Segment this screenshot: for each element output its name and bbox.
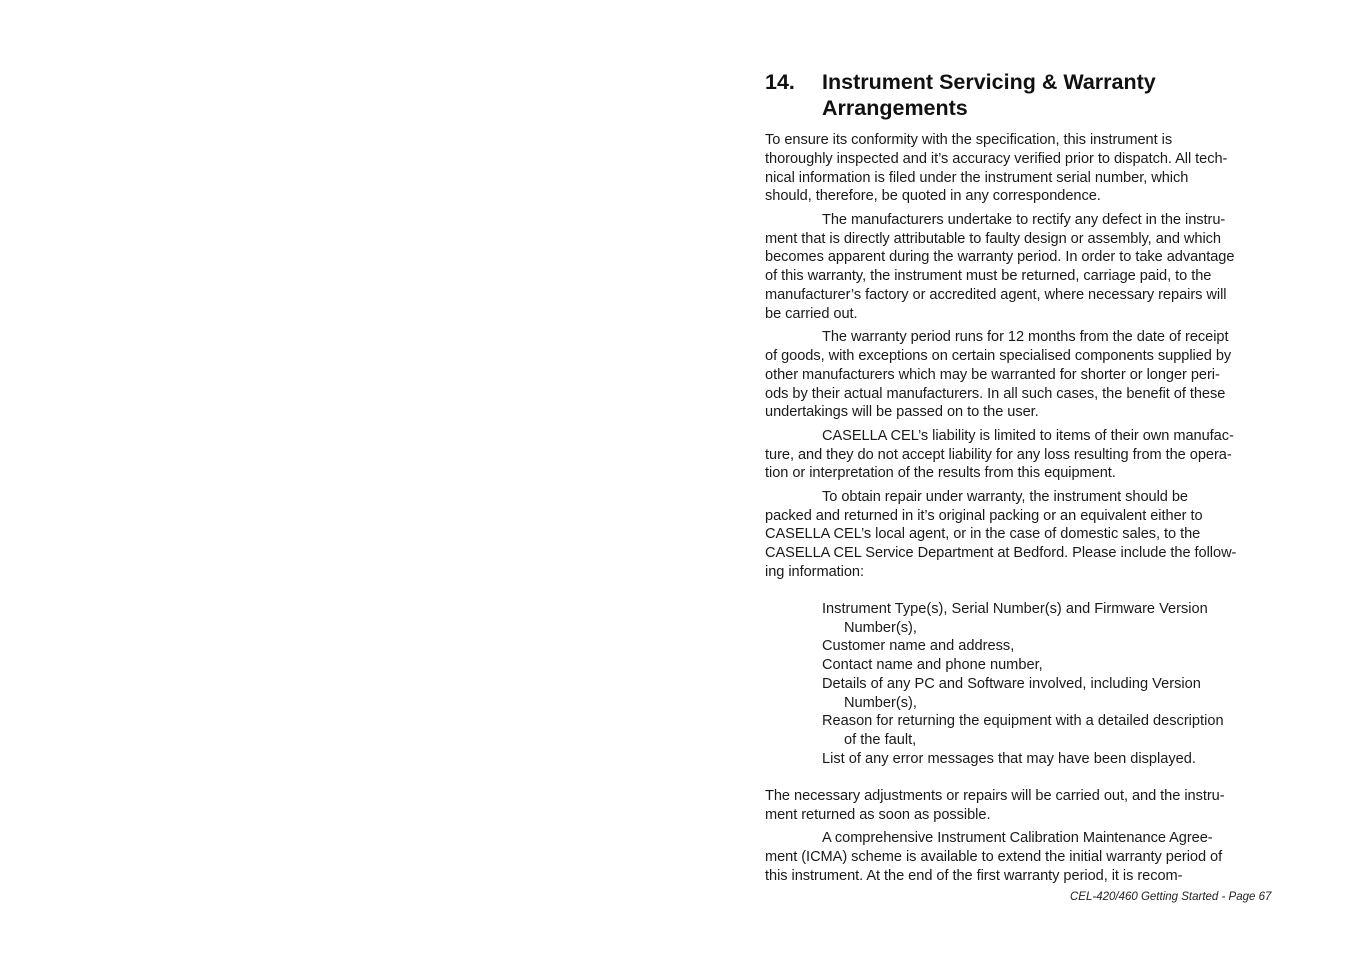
text-line: nical information is filed under the instrument serial number, which <box>765 169 1189 186</box>
text-line: becomes apparent during the warranty period. In order to take advantage <box>765 249 1235 266</box>
text-line: manufacturer’s factory or accredited agent, where necessary repairs will <box>765 286 1227 303</box>
list-item-continuation: of the fault, <box>844 732 917 749</box>
section-number: 14. <box>765 70 795 94</box>
section-title-line: Instrument Servicing & Warranty <box>822 70 1156 94</box>
text-line: of this warranty, the instrument must be returned, carriage paid, to the <box>765 268 1212 285</box>
list-item-text: Contact name and phone number, <box>822 657 1043 674</box>
text-line: thoroughly inspected and it’s accuracy verified prior to dispatch. All tech- <box>765 150 1228 167</box>
list-item-continuation: Number(s), <box>844 694 917 711</box>
list-item <box>822 637 1287 656</box>
text-line: should, therefore, be quoted in any correspondence. <box>765 188 1101 205</box>
section-title-line: Arrangements <box>822 96 968 120</box>
text-line: ture, and they do not accept liability for any loss resulting from the opera- <box>765 446 1232 463</box>
list-item-text: Instrument Type(s), Serial Number(s) and Firmware Version <box>822 600 1208 617</box>
paragraph-conformity <box>765 131 1287 206</box>
paragraph-adjustments <box>765 787 1287 825</box>
right-page <box>765 66 1287 890</box>
text-line: tion or interpretation of the results from this equipment. <box>765 465 1116 482</box>
paragraph-manufacturer-undertaking <box>765 211 1287 324</box>
text-line: ment returned as soon as possible. <box>765 806 991 823</box>
text-line: To obtain repair under warranty, the instrument should be <box>822 488 1188 505</box>
text-line: ing information: <box>765 563 864 580</box>
paragraph-warranty-period <box>765 328 1287 422</box>
text-line-first <box>765 211 1287 230</box>
list-item-text: Details of any PC and Software involved, including Version <box>822 675 1201 692</box>
text-line: ment that is directly attributable to faulty design or assembly, and which <box>765 230 1221 247</box>
text-line: undertakings will be passed on to the user. <box>765 404 1039 421</box>
list-item-text: Reason for returning the equipment with a detailed description <box>822 713 1224 730</box>
list-item <box>822 750 1287 769</box>
text-line: The necessary adjustments or repairs will be carried out, and the instru- <box>765 787 1225 804</box>
section-heading <box>765 69 1287 121</box>
page-footer: CEL-420/460 Getting Started - Page 67 <box>1070 891 1272 903</box>
list-item-text: List of any error messages that may have been displayed. <box>822 751 1196 768</box>
text-line-first <box>765 328 1287 347</box>
text-line: this instrument. At the end of the first warranty period, it is recom- <box>765 867 1183 884</box>
text-line: be carried out. <box>765 305 858 322</box>
paragraph-icma <box>765 829 1287 885</box>
text-line: ment (ICMA) scheme is available to extend the initial warranty period of <box>765 848 1223 865</box>
text-line: CASELLA CEL’s local agent, or in the case of domestic sales, to the <box>765 526 1201 543</box>
list-item <box>822 600 1287 638</box>
section-title <box>822 69 1287 121</box>
text-line: CASELLA CEL Service Department at Bedford. Please include the follow- <box>765 545 1237 562</box>
text-line: other manufacturers which may be warranted for shorter or longer peri- <box>765 366 1220 383</box>
text-line: CASELLA CEL’s liability is limited to items of their own manufac- <box>822 427 1234 444</box>
text-line: The warranty period runs for 12 months from the date of receipt <box>822 329 1229 346</box>
text-line: The manufacturers undertake to rectify any defect in the instru- <box>822 211 1226 228</box>
text-line: A comprehensive Instrument Calibration Maintenance Agree- <box>822 830 1213 847</box>
text-line-first <box>765 829 1287 848</box>
paragraph-liability <box>765 427 1287 483</box>
text-line: of goods, with exceptions on certain specialised components supplied by <box>765 347 1232 364</box>
list-item <box>822 656 1287 675</box>
list-item-continuation: Number(s), <box>844 619 917 636</box>
text-line-first <box>765 488 1287 507</box>
list-item-text: Customer name and address, <box>822 638 1015 655</box>
paragraph-repair-procedure <box>765 488 1287 582</box>
text-line: To ensure its conformity with the specification, this instrument is <box>765 132 1173 148</box>
text-line: packed and returned in it’s original packing or an equivalent either to <box>765 507 1203 524</box>
list-item <box>822 675 1287 713</box>
text-line-first <box>765 427 1287 446</box>
list-item <box>822 712 1287 750</box>
text-line: ods by their actual manufacturers. In all such cases, the benefit of these <box>765 385 1226 402</box>
required-information-list <box>822 600 1287 769</box>
